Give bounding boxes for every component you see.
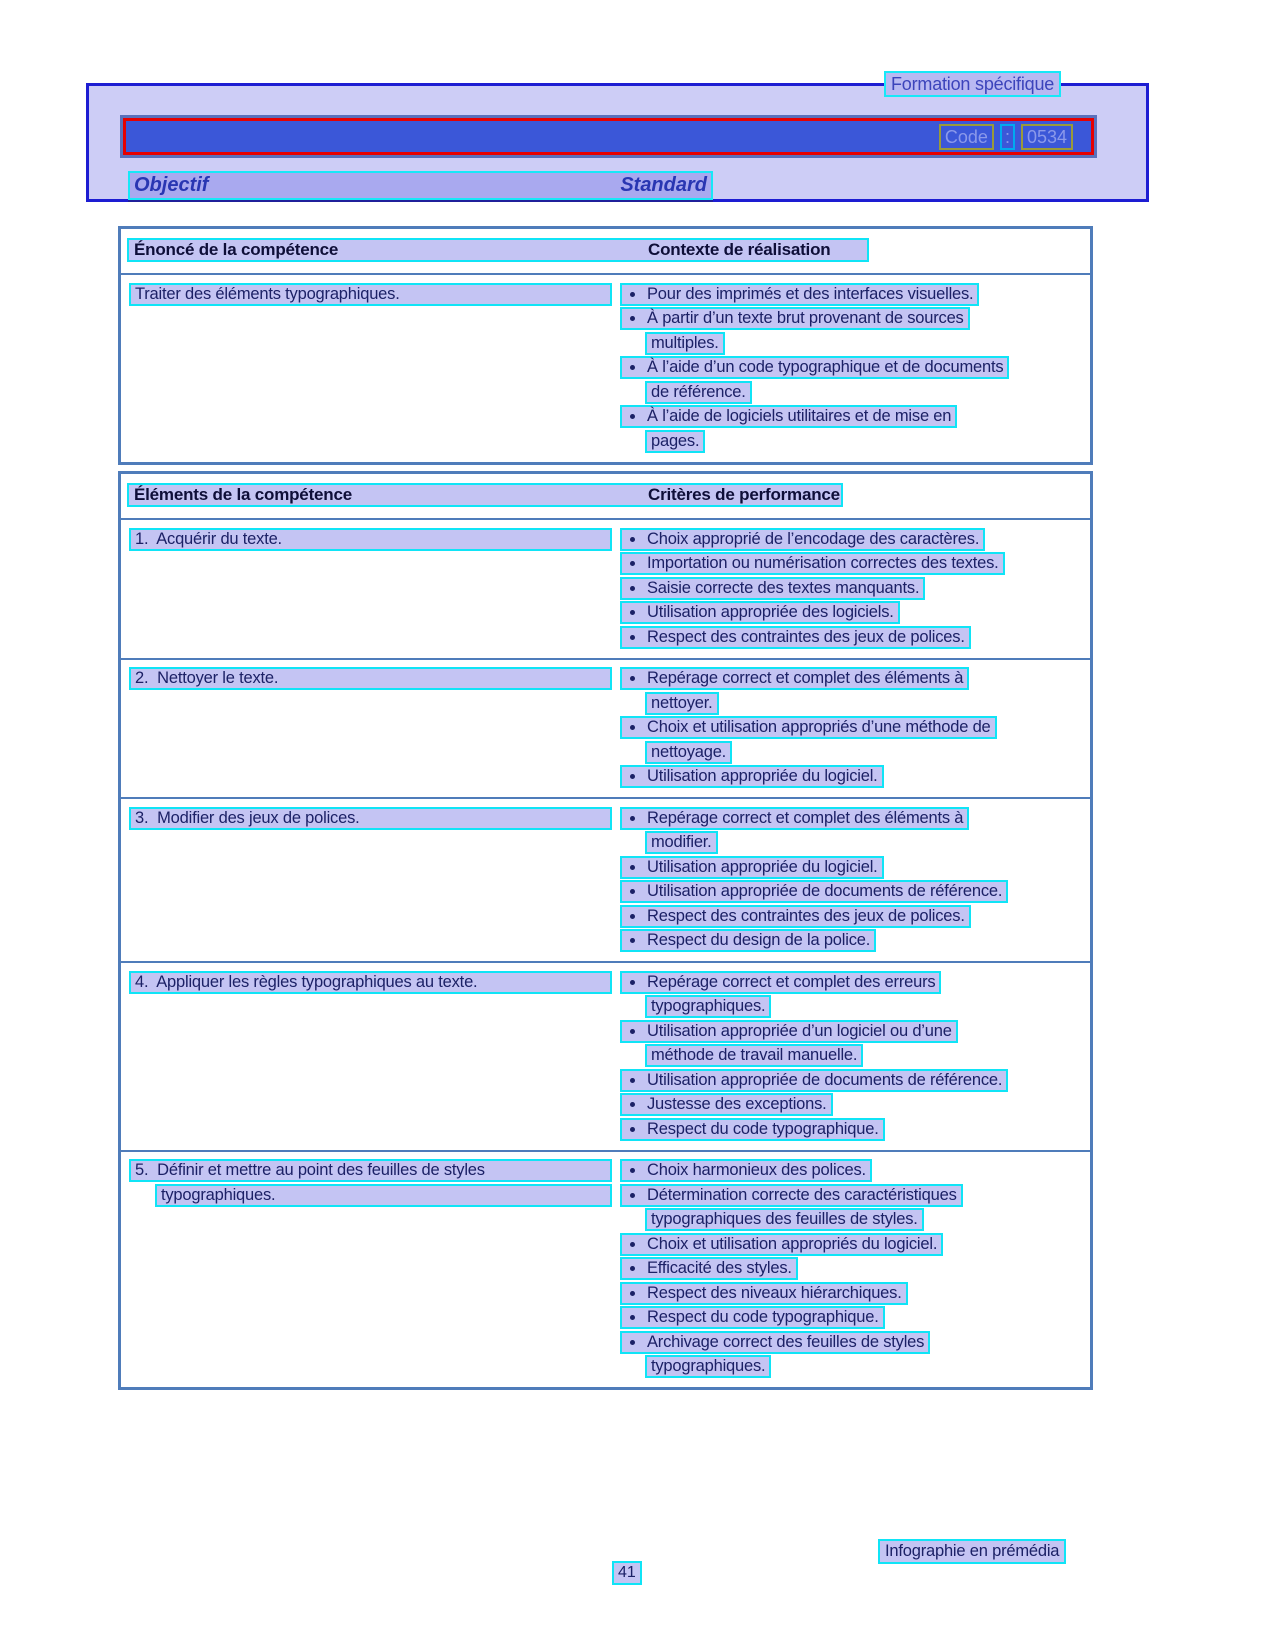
bullet-icon [630,1127,635,1132]
table-row [121,961,1090,1150]
highlighted-text [620,1306,885,1329]
code-separator: : [1000,124,1015,150]
text-line [129,667,612,692]
bullet-text: Utilisation appropriée de documents de référence. [647,882,1003,901]
left-cell [121,970,618,1142]
bullet-text: Saisie correcte des textes manquants. [647,578,920,597]
right-cell [618,667,1090,790]
bullet-text: Respect des niveaux hiérarchiques. [647,1283,902,1302]
text-line [618,806,1082,831]
bullet-text: modifier. [651,833,712,852]
text-line [618,995,1082,1020]
bullet-text: Respect du code typographique. [647,1308,879,1327]
bullet-text: Repérage correct et complet des éléments à [647,669,964,688]
highlighted-text [620,1233,943,1256]
highlighted-text [620,1069,1008,1092]
formation-specifique-label [884,71,1061,97]
text-line [618,1159,1082,1184]
bullet-text: Efficacité des styles. [647,1259,792,1278]
highlighted-text [620,307,970,330]
code-label: Code [939,124,994,150]
highlighted-text [620,1257,798,1280]
column-header-right: Contexte de réalisation [648,240,831,259]
bullet-text: Repérage correct et complet des erreurs [647,972,936,991]
highlighted-text [620,1282,908,1305]
text-line [618,1068,1082,1093]
highlighted-text [620,1331,930,1354]
highlighted-text: 5. Définir et mettre au point des feuilles de styles [129,1159,612,1182]
highlighted-text [620,905,971,928]
bullet-text: multiples. [651,333,719,352]
highlighted-text [620,971,941,994]
objectif-heading: Objectif [134,174,209,196]
text-line [129,282,612,307]
bullet-text: typographiques. [651,1357,766,1376]
left-cell [121,527,618,650]
highlighted-text [620,626,971,649]
text-line [618,929,1082,954]
code-bar [123,118,1094,155]
text-line [618,405,1082,430]
bullet-text: Utilisation appropriée du logiciel. [647,767,878,786]
bullet-text: méthode de travail manuelle. [651,1046,858,1065]
highlighted-text [645,381,752,404]
right-cell [618,970,1090,1142]
bullet-icon [630,635,635,640]
highlighted-text [620,528,985,551]
highlighted-text: 1. Acquérir du texte. [129,528,612,551]
text-line [618,1044,1082,1069]
highlighted-text [620,283,979,306]
text-line [618,282,1082,307]
text-line [618,1232,1082,1257]
bullet-text: nettoyer. [651,693,713,712]
highlighted-text [620,1159,872,1182]
text-line [618,716,1082,741]
text-line [618,552,1082,577]
bullet-icon [630,537,635,542]
left-cell [121,806,618,953]
bullet-icon [630,725,635,730]
highlighted-text [620,1118,885,1141]
text-line [618,429,1082,454]
code-value: 0534 [1021,124,1073,150]
text-line [618,740,1082,765]
highlighted-text [620,880,1008,903]
bullet-icon [630,1242,635,1247]
page-number [612,1561,642,1585]
highlighted-text: Traiter des éléments typographiques. [129,283,612,306]
column-header-left: Énoncé de la compétence [134,240,339,259]
bullet-icon [630,980,635,985]
bullet-text: Importation ou numérisation correctes des textes. [647,554,999,573]
text-line [618,855,1082,880]
bullet-icon [630,676,635,681]
footer-program-text: Infographie en prémédia [885,1542,1060,1560]
bullet-text: Pour des imprimés et des interfaces visuelles. [647,284,974,303]
table-header-highlight [127,238,869,262]
left-cell [121,667,618,790]
standard-heading: Standard [620,174,707,196]
text-line [618,765,1082,790]
table-row [121,520,1090,658]
bullet-icon [630,561,635,566]
bullet-text: Choix harmonieux des polices. [647,1161,866,1180]
bullet-text: de référence. [651,382,746,401]
text-line [618,527,1082,552]
bullet-text: Utilisation appropriée de documents de référence. [647,1070,1003,1089]
text-line [618,904,1082,929]
highlighted-text [645,995,771,1018]
highlighted-text [620,716,997,739]
highlighted-text [620,765,884,788]
text-line [618,1281,1082,1306]
bullet-icon [630,586,635,591]
highlighted-text [645,332,725,355]
text-line [129,1159,612,1184]
table-header-row [121,474,1090,520]
highlighted-text [620,929,876,952]
highlighted-text [645,1208,924,1231]
highlighted-text [620,356,1009,379]
bullet-icon [630,414,635,419]
text-line [618,601,1082,626]
highlighted-text [620,1093,833,1116]
bullet-text: À l’aide de logiciels utilitaires et de mise en [647,407,952,426]
text-line [129,806,612,831]
column-header-left: Éléments de la compétence [134,485,352,504]
formation-specifique-text: Formation spécifique [891,73,1055,94]
bullet-text: Justesse des exceptions. [647,1095,827,1114]
left-cell [121,282,618,454]
bullet-icon [630,316,635,321]
highlighted-text: 2. Nettoyer le texte. [129,667,612,690]
bullet-text: À partir d’un texte brut provenant de sources [647,309,964,328]
table-row [121,658,1090,798]
bullet-text: pages. [651,431,700,450]
text-line [618,831,1082,856]
bullet-text: Respect du code typographique. [647,1119,879,1138]
highlighted-text [620,807,969,830]
bullet-text: typographiques. [651,997,766,1016]
highlighted-text [645,1044,863,1067]
text-line [618,380,1082,405]
bullet-text: Choix et utilisation appropriés d’une méthode de [647,718,991,737]
bullet-icon [630,938,635,943]
table-header-row [121,229,1090,275]
text-line [618,691,1082,716]
footer-program-name [878,1539,1066,1564]
highlighted-text [645,741,732,764]
highlighted-text: typographiques. [155,1184,612,1207]
bullet-text: Respect des contraintes des jeux de polices. [647,906,965,925]
bullet-text: Utilisation appropriée des logiciels. [647,603,894,622]
objectif-standard-heading [128,171,713,202]
text-line [618,331,1082,356]
right-cell [618,1159,1090,1380]
text-line [618,1355,1082,1380]
heading-highlight [128,171,713,200]
bullet-icon [630,1266,635,1271]
bullet-icon [630,1193,635,1198]
table-row [121,797,1090,961]
bullet-text: Choix et utilisation appropriés du logiciel. [647,1234,938,1253]
text-line [129,1183,612,1208]
right-cell [618,806,1090,953]
bullet-text: Repérage correct et complet des éléments à [647,808,964,827]
text-line [618,576,1082,601]
elements-criteres-table [118,471,1093,1390]
highlighted-text [620,405,957,428]
text-line [618,1093,1082,1118]
bullet-icon [630,889,635,894]
text-line [618,1183,1082,1208]
text-line [618,1330,1082,1355]
bullet-icon [630,816,635,821]
text-line [618,307,1082,332]
bullet-icon [630,1340,635,1345]
text-line [618,1019,1082,1044]
bullet-text: nettoyage. [651,742,727,761]
bullet-text: Respect des contraintes des jeux de polices. [647,627,965,646]
right-cell [618,527,1090,650]
text-line [618,970,1082,995]
bullet-icon [630,1029,635,1034]
table-row [121,275,1090,462]
column-header-right: Critères de performance [648,485,840,504]
highlighted-text [620,552,1005,575]
highlighted-text [620,577,925,600]
highlighted-text [620,856,884,879]
text-line [618,356,1082,381]
highlighted-text [645,430,705,453]
text-line [618,625,1082,650]
highlighted-text [645,831,718,854]
highlighted-text [620,1020,958,1043]
right-cell [618,282,1090,454]
competence-context-table [118,226,1093,465]
highlighted-text [620,1184,963,1207]
text-line [618,1257,1082,1282]
text-line [618,880,1082,905]
bullet-text: Détermination correcte des caractéristiques [647,1185,957,1204]
text-line [618,1208,1082,1233]
bullet-icon [630,914,635,919]
highlighted-text [620,601,900,624]
bullet-icon [630,1315,635,1320]
text-line [618,667,1082,692]
text-line [618,1306,1082,1331]
left-cell [121,1159,618,1380]
bullet-text: Utilisation appropriée d’un logiciel ou d’une [647,1021,952,1040]
text-line [618,1117,1082,1142]
table-row [121,1150,1090,1388]
bullet-text: Respect du design de la police. [647,931,871,950]
page-number-text: 41 [618,1564,636,1581]
text-line [129,527,612,552]
highlighted-text: 3. Modifier des jeux de polices. [129,807,612,830]
text-line [129,970,612,995]
highlighted-text [620,667,969,690]
bullet-text: Utilisation appropriée du logiciel. [647,857,878,876]
bullet-text: Choix approprié de l’encodage des caractères. [647,529,980,548]
bullet-icon [630,865,635,870]
highlighted-text [645,1355,771,1378]
highlighted-text: 4. Appliquer les règles typographiques au texte. [129,971,612,994]
bullet-icon [630,365,635,370]
bullet-icon [630,292,635,297]
bullet-icon [630,1078,635,1083]
bullet-icon [630,1168,635,1173]
bullet-text: À l’aide d’un code typographique et de documents [647,358,1004,377]
bullet-icon [630,1291,635,1296]
bullet-icon [630,1102,635,1107]
bullet-icon [630,610,635,615]
highlighted-text [645,692,719,715]
bullet-text: typographiques des feuilles de styles. [651,1210,918,1229]
bullet-text: Archivage correct des feuilles de styles [647,1332,925,1351]
bullet-icon [630,774,635,779]
table-header-highlight [127,483,843,507]
